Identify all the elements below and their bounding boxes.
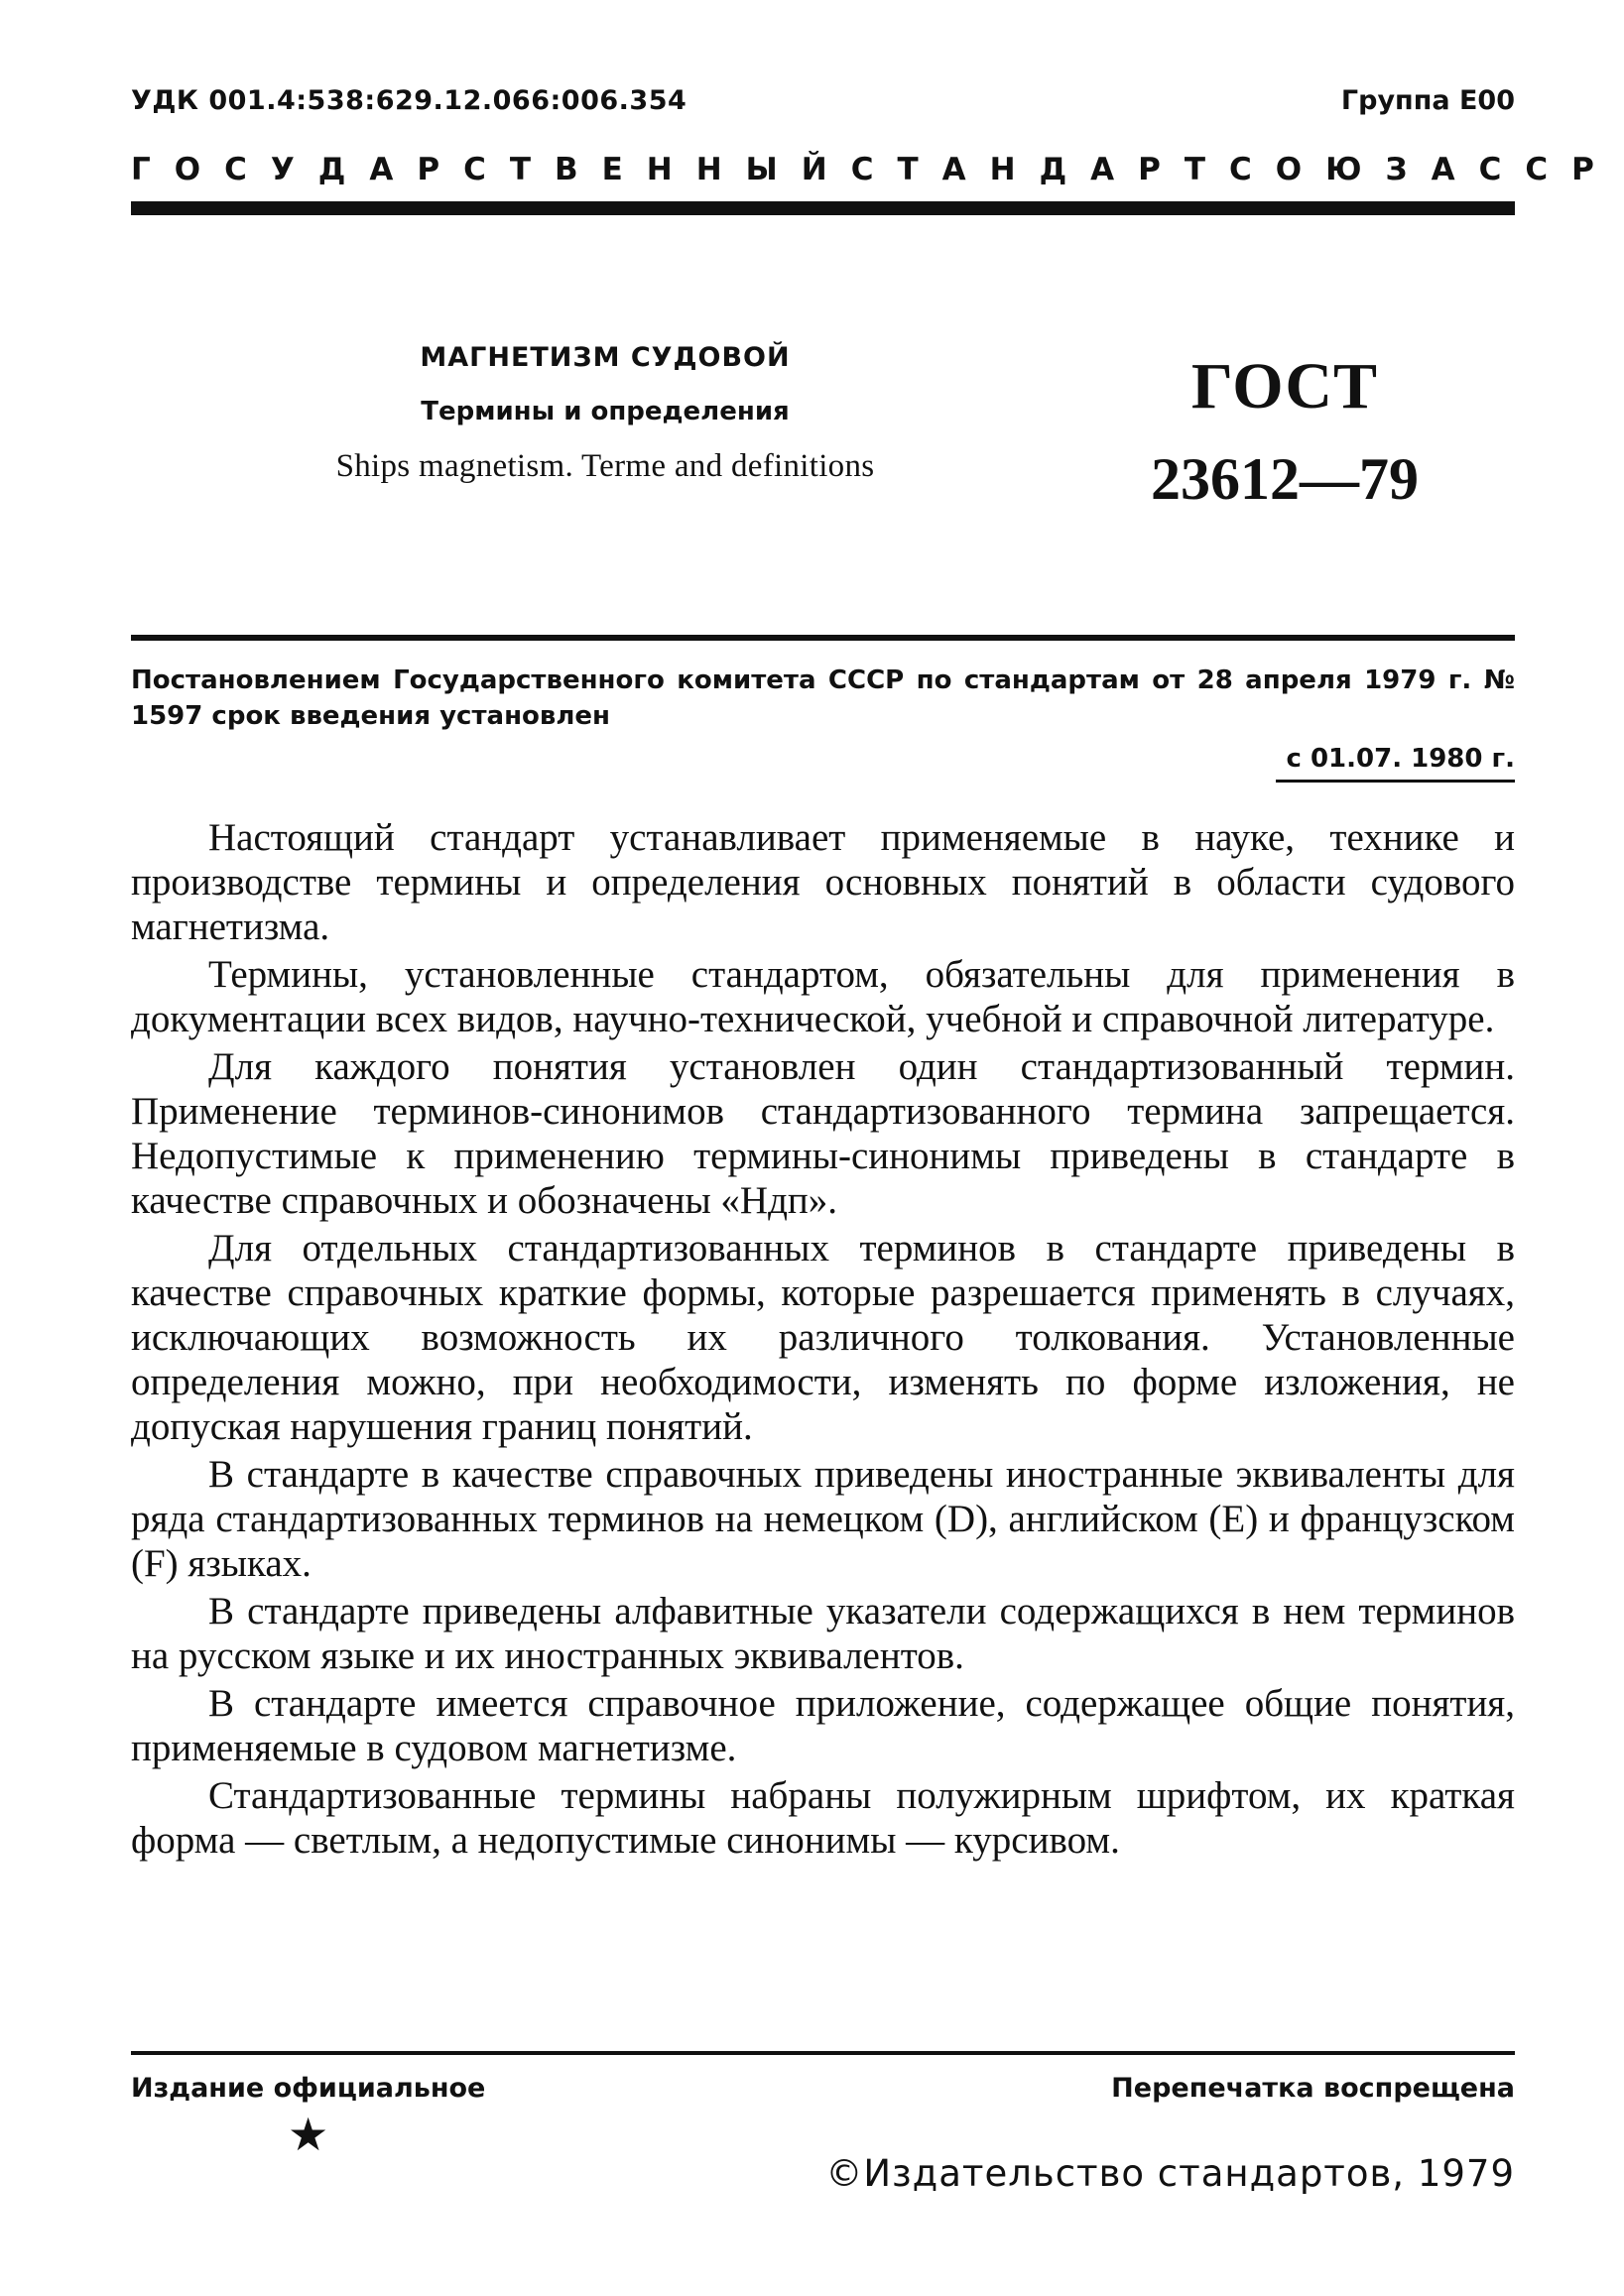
official-edition-label: Издание официальное	[131, 2073, 486, 2104]
gost-number: 23612—79	[1151, 446, 1419, 512]
title-block	[258, 342, 952, 485]
banner-word: ГОСУДАРСТВЕННЫЙ	[131, 152, 851, 187]
copyright-notice: ©Издательство стандартов, 1979	[825, 2152, 1515, 2195]
gost-designation	[1121, 342, 1448, 527]
decree-text: Постановлением Государственного комитета СССР по стандартам от 28 апреля 1979 г. № 1597 срок введения установлен	[131, 665, 1515, 731]
star-icon: ★	[288, 2110, 329, 2160]
state-standard-banner	[131, 152, 1618, 187]
body-text	[131, 815, 1515, 1866]
document-subtitle: Термины и определения	[421, 397, 790, 426]
header-rule	[131, 201, 1515, 215]
gost-label: ГОСТ	[1190, 350, 1379, 423]
english-title: Ships magnetism. Terme and definitions	[335, 448, 875, 484]
banner-word: ССР	[1478, 152, 1618, 187]
paragraph: Для каждого понятия установлен один стандартизованный термин. Применение терминов-синонимов стандартизованного термина запрещается. Недопустимые к применению термины-синонимы приведены в стандарте в качестве справочных и обозначены «Ндп».	[131, 1045, 1515, 1222]
banner-word: СОЮЗА	[1229, 152, 1479, 187]
udk-code: УДК 001.4:538:629.12.066:006.354	[131, 85, 687, 116]
paragraph: В стандарте в качестве справочных приведены иностранные эквиваленты для ряда стандартизованных терминов на немецком (D), английском (E) и французском (F) языках.	[131, 1453, 1515, 1585]
decree-rule	[131, 635, 1515, 641]
reprint-prohibited-label: Перепечатка воспрещена	[1111, 2073, 1515, 2104]
paragraph: В стандарте имеется справочное приложение, содержащее общие понятия, применяемые в судовом магнетизме.	[131, 1682, 1515, 1769]
paragraph: Для отдельных стандартизованных терминов в стандарте приведены в качестве справочных краткие формы, которые разрешается применять в случаях, исключающих возможность их различного толкования. Установленные определения можно, при необходимости, изменять по форме изложения, не допуская нарушения границ понятий.	[131, 1227, 1515, 1448]
document-title: МАГНЕТИЗМ СУДОВОЙ	[420, 342, 791, 373]
paragraph: Термины, установленные стандартом, обязательны для применения в документации всех видов, научно-технической, учебной и справочной литературе.	[131, 953, 1515, 1040]
banner-word: СТАНДАРТ	[850, 152, 1230, 187]
group-code: Группа Е00	[1340, 85, 1515, 116]
footer-rule	[131, 2051, 1515, 2055]
paragraph: Настоящий стандарт устанавливает применяемые в науке, технике и производстве термины и определения основных понятий в области судового магнетизма.	[131, 816, 1515, 948]
paragraph: Стандартизованные термины набраны полужирным шрифтом, их краткая форма — светлым, а недопустимые синонимы — курсивом.	[131, 1774, 1515, 1862]
paragraph: В стандарте приведены алфавитные указатели содержащихся в нем терминов на русском языке и их иностранных эквивалентов.	[131, 1590, 1515, 1677]
effective-date: с 01.07. 1980 г.	[1276, 744, 1515, 783]
